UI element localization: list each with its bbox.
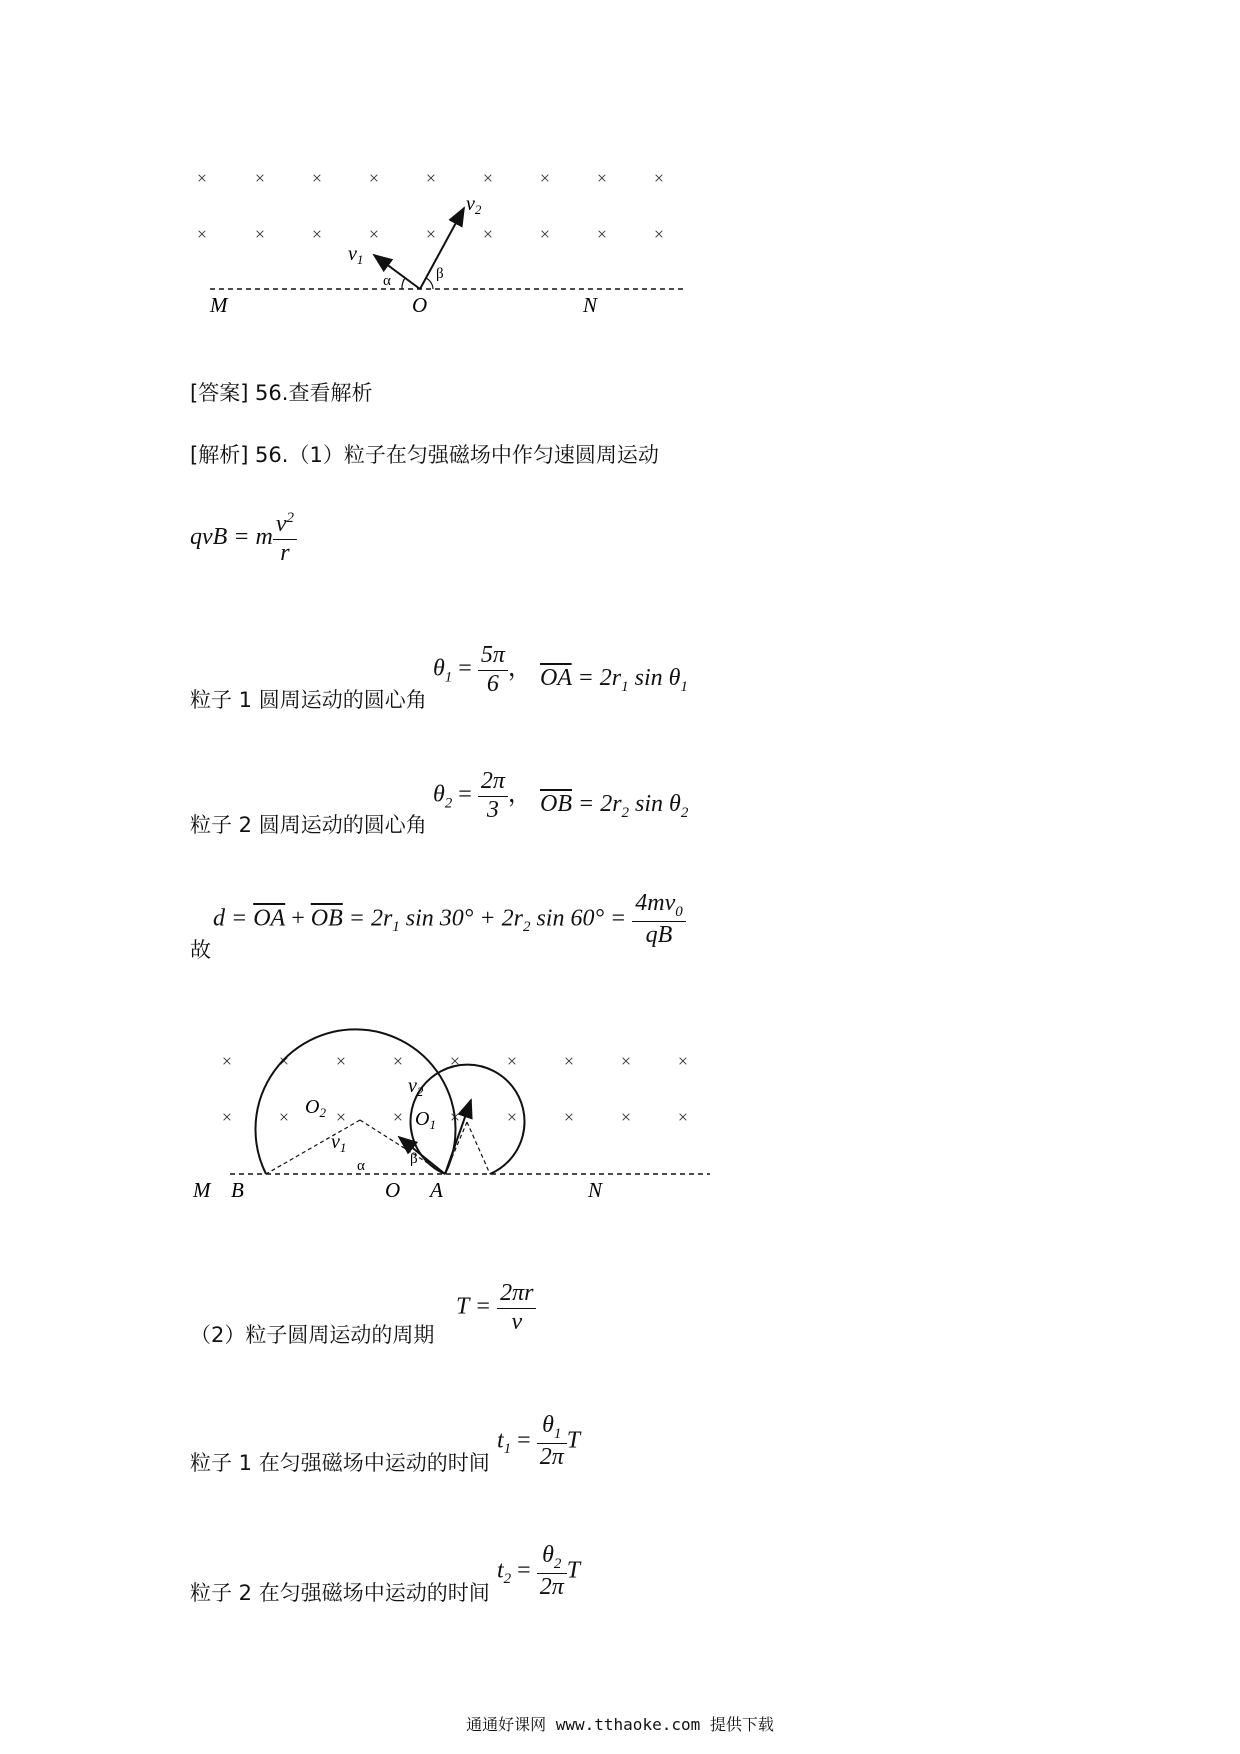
- svg-text:×: ×: [254, 224, 266, 244]
- beta-arc: [426, 278, 433, 289]
- label-alpha: α: [383, 273, 391, 289]
- svg-text:×: ×: [539, 224, 551, 244]
- label-v1: $v_1$: [331, 1131, 347, 1155]
- svg-text:×: ×: [335, 1051, 347, 1071]
- therefore-text: 故: [190, 938, 211, 962]
- label-O2: $O_2$: [305, 1096, 326, 1120]
- svg-text:×: ×: [563, 1051, 575, 1071]
- svg-text:×: ×: [425, 168, 437, 188]
- equation-OA: $\overline{OA} = 2r_1$ $\sin \theta_1$: [540, 665, 688, 695]
- t2-text: 粒子 2 在匀强磁场中运动的时间: [190, 1581, 490, 1605]
- equation-distance-d: $d = \overline{OA} + \overline{OB} = 2r_1$ $\sin 30^\circ + 2r_2$ sin 60° = $\frac{4mv_0}{qB}$: [213, 890, 686, 950]
- svg-text:×: ×: [221, 1107, 233, 1127]
- svg-text:×: ×: [368, 168, 380, 188]
- v1-arrow: [399, 1137, 445, 1174]
- equation-OB: $\overline{OB} = 2r_2$ $\sin \theta_2$: [540, 791, 689, 821]
- figure-magnetic-field-1: [180, 150, 700, 330]
- equation-theta2: $\theta_2$ = $\frac{2\pi}{3}$ ，: [433, 768, 532, 823]
- svg-text:×: ×: [653, 224, 665, 244]
- figure-magnetic-field-2: [193, 1000, 725, 1220]
- label-O1: $O_1$: [415, 1108, 436, 1132]
- label-N: N: [588, 1178, 603, 1202]
- svg-text:×: ×: [482, 224, 494, 244]
- label-O: O: [385, 1178, 401, 1202]
- equation-theta1: $\theta_1$ = $\frac{5\pi}{6}$ ，: [433, 642, 532, 697]
- svg-text:×: ×: [596, 224, 608, 244]
- svg-text:×: ×: [392, 1051, 404, 1071]
- radius-O1-A: [467, 1122, 490, 1174]
- particle2-angle-text: 粒子 2 圆周运动的圆心角: [190, 813, 427, 837]
- t1-text: 粒子 1 在匀强磁场中运动的时间: [190, 1451, 490, 1475]
- label-N: N: [583, 293, 598, 317]
- svg-text:×: ×: [368, 224, 380, 244]
- period-text: （2）粒子圆周运动的周期: [190, 1323, 435, 1347]
- equation-t1: $t_1$ = $\frac{\theta_1}{2\pi}$ T: [497, 1412, 581, 1471]
- svg-text:×: ×: [482, 168, 494, 188]
- svg-text:×: ×: [254, 168, 266, 188]
- svg-text:×: ×: [563, 1107, 575, 1127]
- svg-text:×: ×: [221, 1051, 233, 1071]
- svg-text:×: ×: [335, 1107, 347, 1127]
- svg-text:×: ×: [311, 224, 323, 244]
- svg-text:×: ×: [449, 1051, 461, 1071]
- svg-text:×: ×: [392, 1107, 404, 1127]
- answer-line: [答案] 56.查看解析: [190, 381, 373, 405]
- label-M: M: [193, 1178, 211, 1202]
- svg-text:×: ×: [620, 1107, 632, 1127]
- label-B: B: [231, 1178, 244, 1202]
- svg-text:×: ×: [620, 1051, 632, 1071]
- equation-t2: $t_2$ = $\frac{\theta_2}{2\pi}$ T: [497, 1542, 581, 1601]
- svg-text:×: ×: [596, 168, 608, 188]
- svg-text:×: ×: [196, 168, 208, 188]
- svg-text:×: ×: [539, 168, 551, 188]
- svg-text:×: ×: [653, 168, 665, 188]
- label-v2: $v_2$: [466, 193, 482, 217]
- svg-text:×: ×: [677, 1051, 689, 1071]
- equation-period: T = $\frac{2\pi r}{v}$: [456, 1280, 536, 1336]
- svg-text:×: ×: [278, 1051, 290, 1071]
- equation-lorentz-force: qvB = m $\frac{v^2}{r}$: [190, 510, 297, 567]
- svg-text:×: ×: [506, 1107, 518, 1127]
- analysis-line: [解析] 56.（1）粒子在匀强磁场中作匀速圆周运动: [190, 443, 659, 467]
- svg-text:×: ×: [506, 1051, 518, 1071]
- label-beta: β: [410, 1151, 418, 1167]
- label-v1: $v_1$: [348, 243, 364, 267]
- svg-text:×: ×: [278, 1107, 290, 1127]
- svg-text:×: ×: [196, 224, 208, 244]
- field-crosses: [197, 168, 664, 244]
- footer-credit: 通通好课网 www.tthaoke.com 提供下载: [466, 1715, 774, 1734]
- v1-arrow: [374, 255, 420, 289]
- svg-text:×: ×: [677, 1107, 689, 1127]
- svg-text:×: ×: [449, 1107, 461, 1127]
- label-M: M: [210, 293, 228, 317]
- label-v2: $v_2$: [408, 1075, 424, 1099]
- label-A: A: [430, 1178, 443, 1202]
- particle1-angle-text: 粒子 1 圆周运动的圆心角: [190, 688, 427, 712]
- svg-text:×: ×: [425, 224, 437, 244]
- label-alpha: α: [357, 1158, 365, 1174]
- label-O: O: [412, 293, 428, 317]
- label-beta: β: [436, 266, 444, 282]
- svg-text:×: ×: [311, 168, 323, 188]
- alpha-arc: [402, 278, 405, 289]
